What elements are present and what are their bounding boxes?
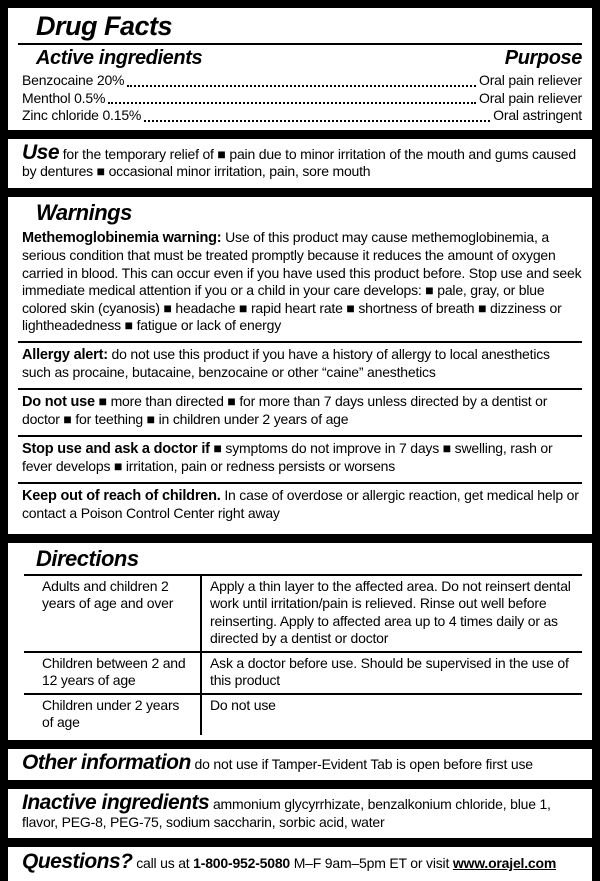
questions-heading: Questions?: [22, 850, 133, 873]
warning-label: Stop use and ask a doctor if: [22, 440, 210, 457]
questions-pre-text: call us at: [136, 855, 190, 871]
warning-text: ■ more than directed ■ for more than 7 days unless directed by a dentist or doctor ■ for teething ■ in children under 2 years of age: [22, 392, 548, 427]
warning-label: Keep out of reach of children.: [22, 487, 221, 504]
warning-text: ■ symptoms do not improve in 7 days ■ swelling, rash or fever develops ■ irritation, pain or redness persists or worsens: [22, 439, 553, 474]
directions-age-group: Adults and children 2 years of age and over: [24, 576, 202, 651]
directions-age-group: Children between 2 and 12 years of age: [24, 653, 202, 693]
section-directions: [8, 543, 592, 740]
warning-keep-out-of-reach: [18, 482, 582, 529]
warning-do-not-use: [18, 388, 582, 435]
warning-allergy-alert: [18, 341, 582, 388]
warning-paragraph: [22, 229, 582, 337]
warning-paragraph: [22, 487, 582, 525]
ingredient-purpose: Oral pain reliever: [479, 72, 582, 88]
ingredient-purpose: Oral astringent: [493, 107, 582, 123]
ingredient-name: Zinc chloride 0.15%: [22, 107, 142, 123]
warning-paragraph: [22, 346, 582, 384]
warning-text: In case of overdose or allergic reaction, get medical help or contact a Poison Control Center right away: [22, 486, 579, 521]
warning-text: Use of this product may cause methemoglobinemia, a serious condition that must be treated promptly because it reduces the amount of oxygen carried in blood. This can occur even if you have used this product before. Stop use and seek immediate medical attention if you or a child in your care develops: ■ pale, gray, or blue colored skin (cyanosis) ■ headache ■ rapid heart rate ■ shortness of breath ■ dizziness or lightheadedness ■ fatigue or lack of energy: [22, 228, 582, 333]
directions-instructions: Ask a doctor before use. Should be supervised in the use of this product: [210, 654, 569, 688]
inactive-ingredients-paragraph: [18, 791, 582, 833]
other-information-paragraph: [18, 751, 582, 776]
warnings-heading: Warnings: [36, 199, 132, 225]
section-active-ingredients: [8, 8, 592, 130]
directions-heading: Directions: [36, 545, 139, 571]
section-other-information: [8, 749, 592, 781]
ingredient-name: Menthol 0.5%: [22, 89, 106, 106]
ingredient-name: Benzocaine 20%: [22, 72, 125, 88]
ingredient-row: [18, 107, 582, 125]
warning-label: Do not use: [22, 393, 95, 410]
ingredient-row: [18, 72, 582, 90]
active-ingredients-header: [18, 45, 582, 72]
warning-label: Methemoglobinemia warning:: [22, 229, 222, 246]
drug-facts-title: Drug Facts: [36, 11, 173, 41]
ingredient-purpose: Oral pain reliever: [479, 89, 582, 106]
dotted-leader: [144, 120, 490, 122]
warning-paragraph: [22, 440, 582, 478]
website-link: www.orajel.com: [452, 855, 557, 871]
section-warnings: [8, 197, 592, 534]
directions-instructions: Apply a thin layer to the affected area. Do not reinsert dental work until irritation/pain is relieved. Rinse out well before reinserting. Apply to affected area up to 4 times daily or as directed by a dentist or doctor: [210, 577, 571, 646]
inactive-ingredients-text: ammonium glycyrrhizate, benzalkonium chloride, blue 1, flavor, PEG-8, PEG-75, sodium saccharin, sorbic acid, water: [22, 796, 551, 830]
directions-instructions: Do not use: [210, 696, 276, 713]
use-heading: Use: [22, 140, 60, 164]
section-use: [8, 139, 592, 188]
section-inactive-ingredients: [8, 789, 592, 838]
warning-stop-use: [18, 435, 582, 482]
other-information-heading: Other information: [22, 750, 191, 774]
table-row: [24, 693, 582, 735]
directions-table: [24, 574, 582, 735]
questions-paragraph: [18, 849, 582, 876]
use-text: for the temporary relief of ■ pain due to minor irritation of the mouth and gums caused by dentures ■ occasional minor irritation, pain, sore mouth: [22, 145, 576, 179]
dotted-leader: [108, 102, 476, 104]
use-paragraph: [18, 141, 582, 183]
purpose-heading: Purpose: [504, 47, 582, 69]
warning-methemoglobinemia: [18, 226, 582, 341]
table-row: [24, 651, 582, 693]
warning-paragraph: [22, 393, 582, 431]
other-information-text: do not use if Tamper-Evident Tab is open before first use: [194, 755, 533, 772]
warning-label: Allergy alert:: [22, 346, 108, 363]
active-ingredients-heading: Active ingredients: [36, 47, 203, 69]
dotted-leader: [127, 85, 476, 87]
table-row: [24, 576, 582, 651]
ingredient-row: [18, 90, 582, 108]
questions-mid-text: M–F 9am–5pm ET or visit: [293, 855, 450, 871]
section-questions: [8, 847, 592, 881]
phone-number: 1-800-952-5080: [193, 855, 291, 871]
warning-text: do not use this product if you have a history of allergy to local anesthetics such as procaine, butacaine, benzocaine or other “caine” anesthetics: [22, 345, 550, 380]
directions-age-group: Children under 2 years of age: [24, 695, 202, 735]
inactive-ingredients-heading: Inactive ingredients: [22, 791, 210, 814]
